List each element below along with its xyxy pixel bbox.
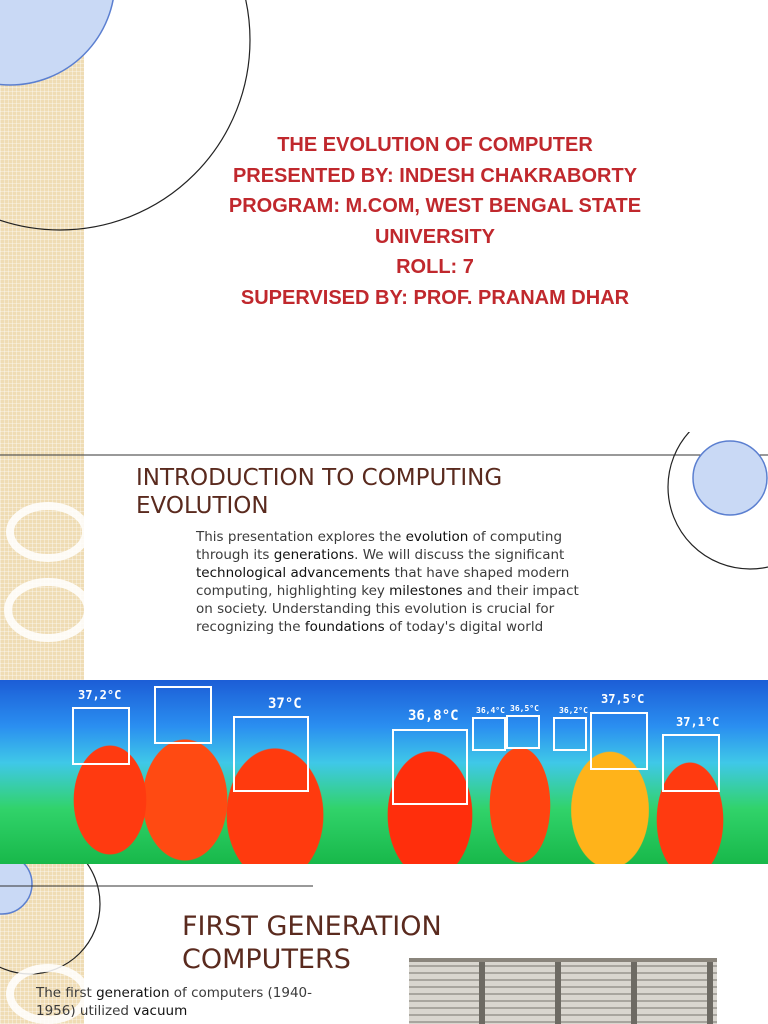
body-text: of today's digital world xyxy=(384,619,544,635)
temperature-box xyxy=(553,717,587,751)
intro-heading-line2: EVOLUTION xyxy=(136,493,269,519)
temperature-label: 36,4°C xyxy=(476,706,505,715)
body-text: . We will discuss the significant xyxy=(354,547,565,563)
keyword-evolution: evolution xyxy=(405,529,469,545)
supervisor-line: SUPERVISED BY: PROF. PRANAM DHAR xyxy=(240,286,630,309)
first-generation-slide xyxy=(0,864,768,1024)
keyword-generations: generations xyxy=(273,547,355,563)
first-heading-line2: COMPUTERS xyxy=(182,944,351,975)
temperature-label: 36,5°C xyxy=(510,704,539,713)
temperature-box xyxy=(233,716,309,792)
presenter-line: PRESENTED BY: INDESH CHAKRABORTY xyxy=(232,164,638,187)
temperature-box xyxy=(590,712,648,770)
temperature-label: 37,2°C xyxy=(78,688,122,702)
program-line-cont: UNIVERSITY xyxy=(374,225,496,248)
vacuum-tube-computer-photo xyxy=(409,958,717,1024)
thermal-camera-image xyxy=(0,680,768,864)
keyword-technological-advancements: technological advancements xyxy=(196,565,391,581)
body-text: This presentation explores the xyxy=(196,529,406,545)
temperature-box xyxy=(154,686,212,744)
roll-line: ROLL: 7 xyxy=(396,256,474,278)
body-text: The first xyxy=(36,985,97,1001)
body-text: and their impact on society. Understanding this evolution is crucial for recognizing the xyxy=(196,583,579,635)
intro-slide xyxy=(0,432,768,864)
keyword-vacuum: vacuum xyxy=(133,1003,188,1019)
title-text-block xyxy=(200,130,670,313)
intro-heading-line1: INTRODUCTION TO COMPUTING xyxy=(136,465,503,491)
first-generation-paragraph xyxy=(36,984,316,1020)
title-line: THE EVOLUTION OF COMPUTER xyxy=(277,134,593,156)
temperature-label: 37,5°C xyxy=(601,692,645,706)
temperature-box xyxy=(472,717,506,751)
temperature-label: 36,8°C xyxy=(408,708,459,724)
temperature-box xyxy=(392,729,468,805)
program-line: PROGRAM: M.COM, WEST BENGAL STATE xyxy=(228,195,642,217)
temperature-box xyxy=(662,734,720,792)
intro-paragraph xyxy=(196,528,586,636)
temperature-label: 37°C xyxy=(268,696,302,712)
temperature-box xyxy=(506,715,540,749)
title-slide xyxy=(0,0,768,432)
keyword-milestones: milestones xyxy=(389,583,463,599)
intro-heading xyxy=(136,464,596,520)
keyword-foundations: foundations xyxy=(304,619,385,635)
temperature-label: 37,1°C xyxy=(676,715,720,729)
keyword-generation: generation xyxy=(96,985,170,1001)
first-heading-line1: FIRST GENERATION xyxy=(182,911,442,942)
body-text: that have shaped modern computing, highlighting key xyxy=(196,565,570,599)
body-text: of computing through its xyxy=(196,529,563,563)
temperature-label: 36,2°C xyxy=(559,706,588,715)
body-text: of computers (1940-1956) utilized xyxy=(36,985,313,1019)
temperature-box xyxy=(72,707,130,765)
